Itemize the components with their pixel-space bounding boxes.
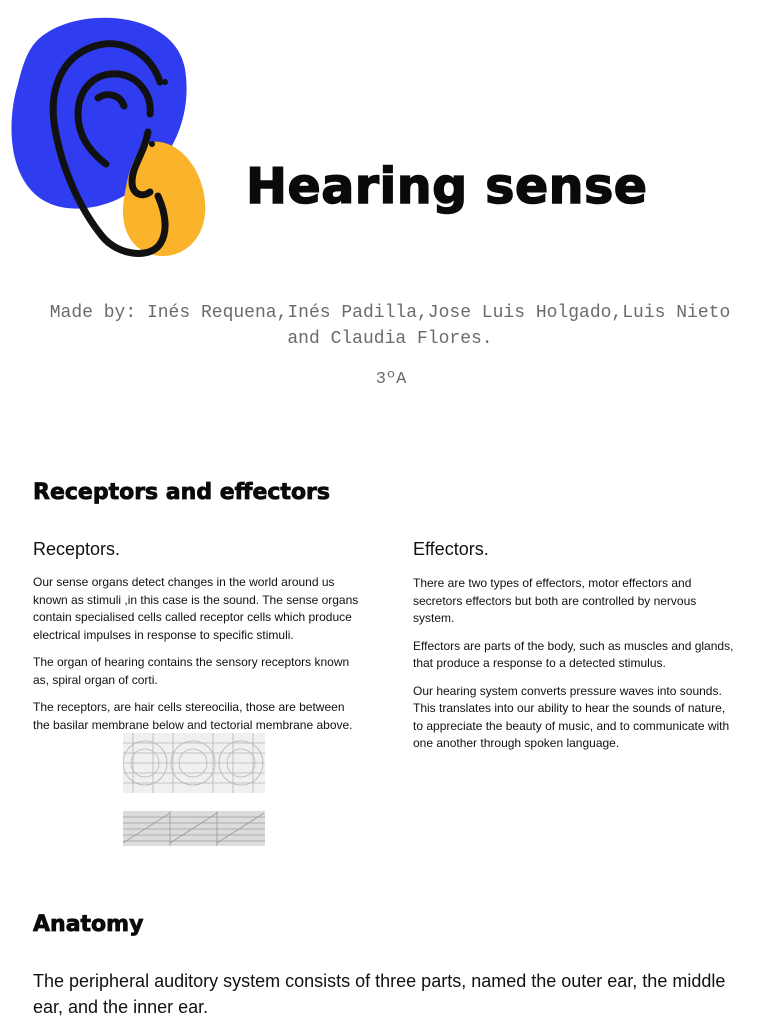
receptors-paragraph: The receptors, are hair cells stereocilia, those are between the basilar membrane below and tectorial membrane above. [33,700,353,732]
receptors-paragraph: Our sense organs detect changes in the world around us known as stimuli ,in this case is the sound. The sense organs contain specialised cells called receptor cells which produce electrical impulses in response to specific stimuli. [33,575,359,642]
hair-cells-figure [123,733,265,846]
ear-logo [10,14,210,260]
class-label: 3ºA [375,370,407,389]
section-heading-anatomy: Anatomy [33,912,144,937]
effectors-text [413,575,738,763]
receptors-paragraph: The organ of hearing contains the sensory receptors known as, spiral organ of corti. [33,655,350,687]
authors-line: Made by: Inés Requena,Inés Padilla,Jose Luis Holgado,Luis Nieto and Claudia Flores. [49,303,731,349]
effectors-paragraph: There are two types of effectors, motor effectors and secretors effectors but both are controlled by nervous system. [413,576,697,625]
anatomy-text: The peripheral auditory system consists of three parts, named the outer ear, the middle ear, and the inner ear. [33,971,726,1017]
page-title: Hearing sense [246,158,648,215]
receptors-title: Receptors. [33,539,121,559]
effectors-paragraph: Effectors are parts of the body, such as muscles and glands, that produce a response to a detected stimulus. [413,638,734,670]
receptors-text [33,574,363,744]
effectors-title: Effectors. [413,539,489,559]
effectors-paragraph: Our hearing system converts pressure waves into sounds. This translates into our ability to hear the sounds of nature, to appreciate the beauty of music, and to communicate with one another through spoken language. [413,683,730,750]
section-heading-receptors-effectors: Receptors and effectors [33,480,330,505]
